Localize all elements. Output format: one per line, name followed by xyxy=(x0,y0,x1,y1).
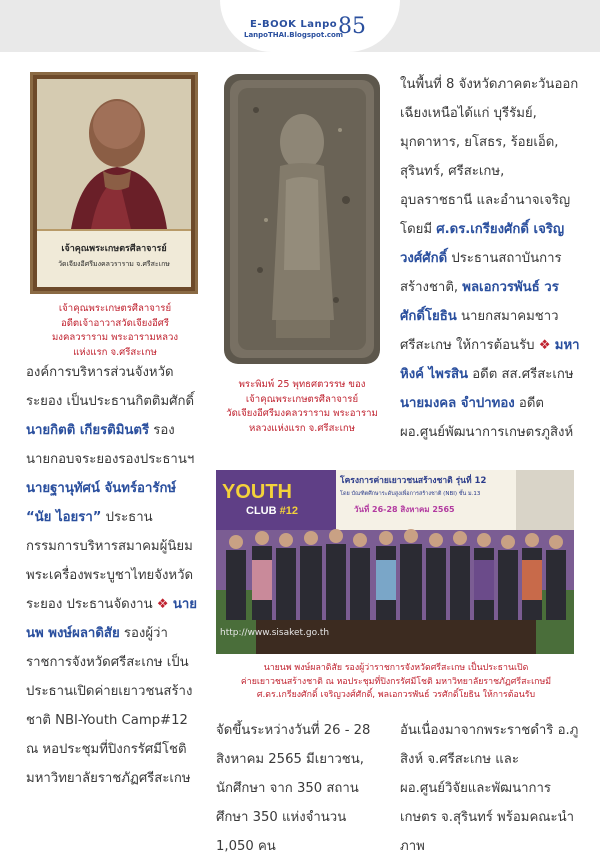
watermark-url: http://www.sisaket.go.th xyxy=(220,628,330,638)
caption-line: เจ้าคุณพระเกษตรศีลาจารย์ xyxy=(245,393,359,405)
bullet-icon: ❖ xyxy=(156,597,169,612)
banner-subtitle: โดย บัณฑิตศึกษาระดับสูงเพื่อการสร้างชาติ (NBI) ชั้น ม.13 xyxy=(340,491,481,497)
name-kriangsak: ศ.ดร.เกรียงศักดิ์ เจริญวงศ์ศักดิ์ xyxy=(400,222,565,266)
brand-url: LanpoTHAI.Blogspot.com xyxy=(244,31,344,39)
page-number: 85 xyxy=(338,14,366,39)
name-worapan: พลเอกวรพันธ์ วรศักดิ์โยธิน xyxy=(400,280,559,324)
amulet-image xyxy=(216,70,386,368)
caption-line: นายนพ พงษ์ผลาดิสัย รองผู้ว่าราชการจังหวัดศรีสะเกษ เป็นประธานเปิด xyxy=(263,663,529,673)
right-column-text xyxy=(400,70,580,447)
body-text: ประธานสถาบันการสร้างชาติ, xyxy=(400,251,562,295)
monk-caption xyxy=(28,302,202,360)
body-text: อันเนื่องมาจากพระราชดำริ อ.ภูสิงห์ จ.ศรีสะเกษ และผอ.ศูนย์วิจัยและพัฒนาการเกษตร จ.สุรินทร์ พร้อมคณะนำภาพ xyxy=(400,723,579,854)
right-paragraph xyxy=(400,70,580,447)
club-word: CLUB xyxy=(246,505,277,517)
plaque-line-1: เจ้าคุณพระเกษตรศีลาจารย์ xyxy=(61,244,167,254)
banner-youth-text xyxy=(222,482,292,502)
bottom-middle-text xyxy=(216,716,388,861)
name-thanuthat: นายฐานุทัศน์ จันทร์อารักษ์ xyxy=(26,481,177,496)
banner-club-text xyxy=(246,506,298,517)
body-text: อดีต สส.ศรีสะเกษ xyxy=(468,367,574,382)
name-nop: นายนพ พงษ์ผลาดิสัย xyxy=(26,597,197,641)
name-nai-aiyara: “นัย ไอยรา” xyxy=(26,510,102,525)
bottom-right-text xyxy=(400,716,580,861)
caption-line: พระพิมพ์ 25 พุทธศตวรรษ ของ xyxy=(238,379,366,390)
caption-line: ศ.ดร.เกรียงศักดิ์ เจริญวงศ์ศักดิ์, พลเอกวรพันธ์ วรศักดิ์โยธิน ให้การต้อนรับ xyxy=(256,690,536,700)
banner-date: วันที่ 26-28 สิงหาคม 2565 xyxy=(354,505,455,514)
body-text: รองผู้ว่าราชการจังหวัดศรีสะเกษ เป็นประธานเปิดค่ายเยาวชนสร้างชาติ NBI-Youth Camp#12 ณ หอประชุมที่ปิงกรรัศมีโชติ มหาวิทยาลัยราชภัฏศรีสะเกษ xyxy=(26,626,193,786)
brand-title: E-BOOK Lanpo xyxy=(250,19,338,30)
body-text: ในพื้นที่ 8 จังหวัดภาคตะวันออกเฉียงเหนือได้แก่ บุรีรัมย์, มุกดาหาร, ยโสธร, ร้อยเอ็ด, สุรินทร์, ศรีสะเกษ, อุบลราชธานี และอำนาจเจริญ โดยมี xyxy=(400,77,579,237)
name-kitti: นายกิตติ เกียรติมินตรี xyxy=(26,423,150,438)
plaque-line-2: วัดเจียงอีศรีมงคลวราราม จ.ศรีสะเกษ xyxy=(58,260,170,268)
caption-line: วัดเจียงอีศรีมงคลวราราม พระอาราม xyxy=(226,408,378,419)
caption-line: หลวงแห่งแรก จ.ศรีสะเกษ xyxy=(249,422,355,434)
left-column-text xyxy=(26,358,204,793)
banner-title: โครงการค่ายเยาวชนสร้างชาติ รุ่นที่ 12 xyxy=(340,476,487,486)
caption-line: เจ้าคุณพระเกษตรศีลาจารย์ xyxy=(58,303,172,314)
body-text: องค์การบริหารส่วนจังหวัด ระยอง เป็นประธานกิตติมศักดิ์ xyxy=(26,365,195,409)
name-mahahing: มหาหิงค์ ไพรสิน xyxy=(400,338,580,382)
youth-word: YOUTH xyxy=(222,481,292,503)
caption-line: อดีตเจ้าอาวาสวัดเจียงอีศรี xyxy=(60,317,170,329)
body-text: จัดขึ้นระหว่างวันที่ 26 - 28 สิงหาคม 2565 มีเยาวชน, นักศึกษา จาก 350 สถานศึกษา 350 แห่งจำนวน 1,050 คน xyxy=(216,723,371,854)
body-text: นายกสมาคมชาวศรีสะเกษ ให้การต้อนรับ xyxy=(400,309,559,353)
brand-logo xyxy=(244,20,343,39)
left-paragraph xyxy=(26,358,204,793)
group-photo xyxy=(216,470,574,654)
body-text: อดีต ผอ.ศูนย์พัฒนาการเกษตรภูสิงห์ xyxy=(400,396,574,440)
body-text: รองนายกอบจระยองรองประธานฯ xyxy=(26,423,195,467)
amulet-photo xyxy=(216,70,386,368)
amulet-caption xyxy=(214,378,390,436)
bullet-icon: ❖ xyxy=(538,338,551,353)
body-text: ประธานกรรมการบริหารสมาคมผู้นิยมพระเครื่องพระบูชาไทยจังหวัดระยอง ประธานจัดงาน xyxy=(26,510,194,612)
caption-line: มงคลวราราม พระอารามหลวง xyxy=(51,332,179,343)
monk-portrait xyxy=(30,72,198,294)
group-caption xyxy=(212,662,580,703)
caption-line: แห่งแรก จ.ศรีสะเกษ xyxy=(73,346,157,358)
caption-line: ค่ายเยาวชนสร้างชาติ ณ หอประชุมที่ปิงกรรัศมีโชติ มหาวิทยาลัยราชภัฏศรีสะเกษมี xyxy=(240,676,552,687)
camp-number: #12 xyxy=(279,505,298,517)
name-mongkol: นายมงคล จำปาทอง xyxy=(400,396,515,411)
